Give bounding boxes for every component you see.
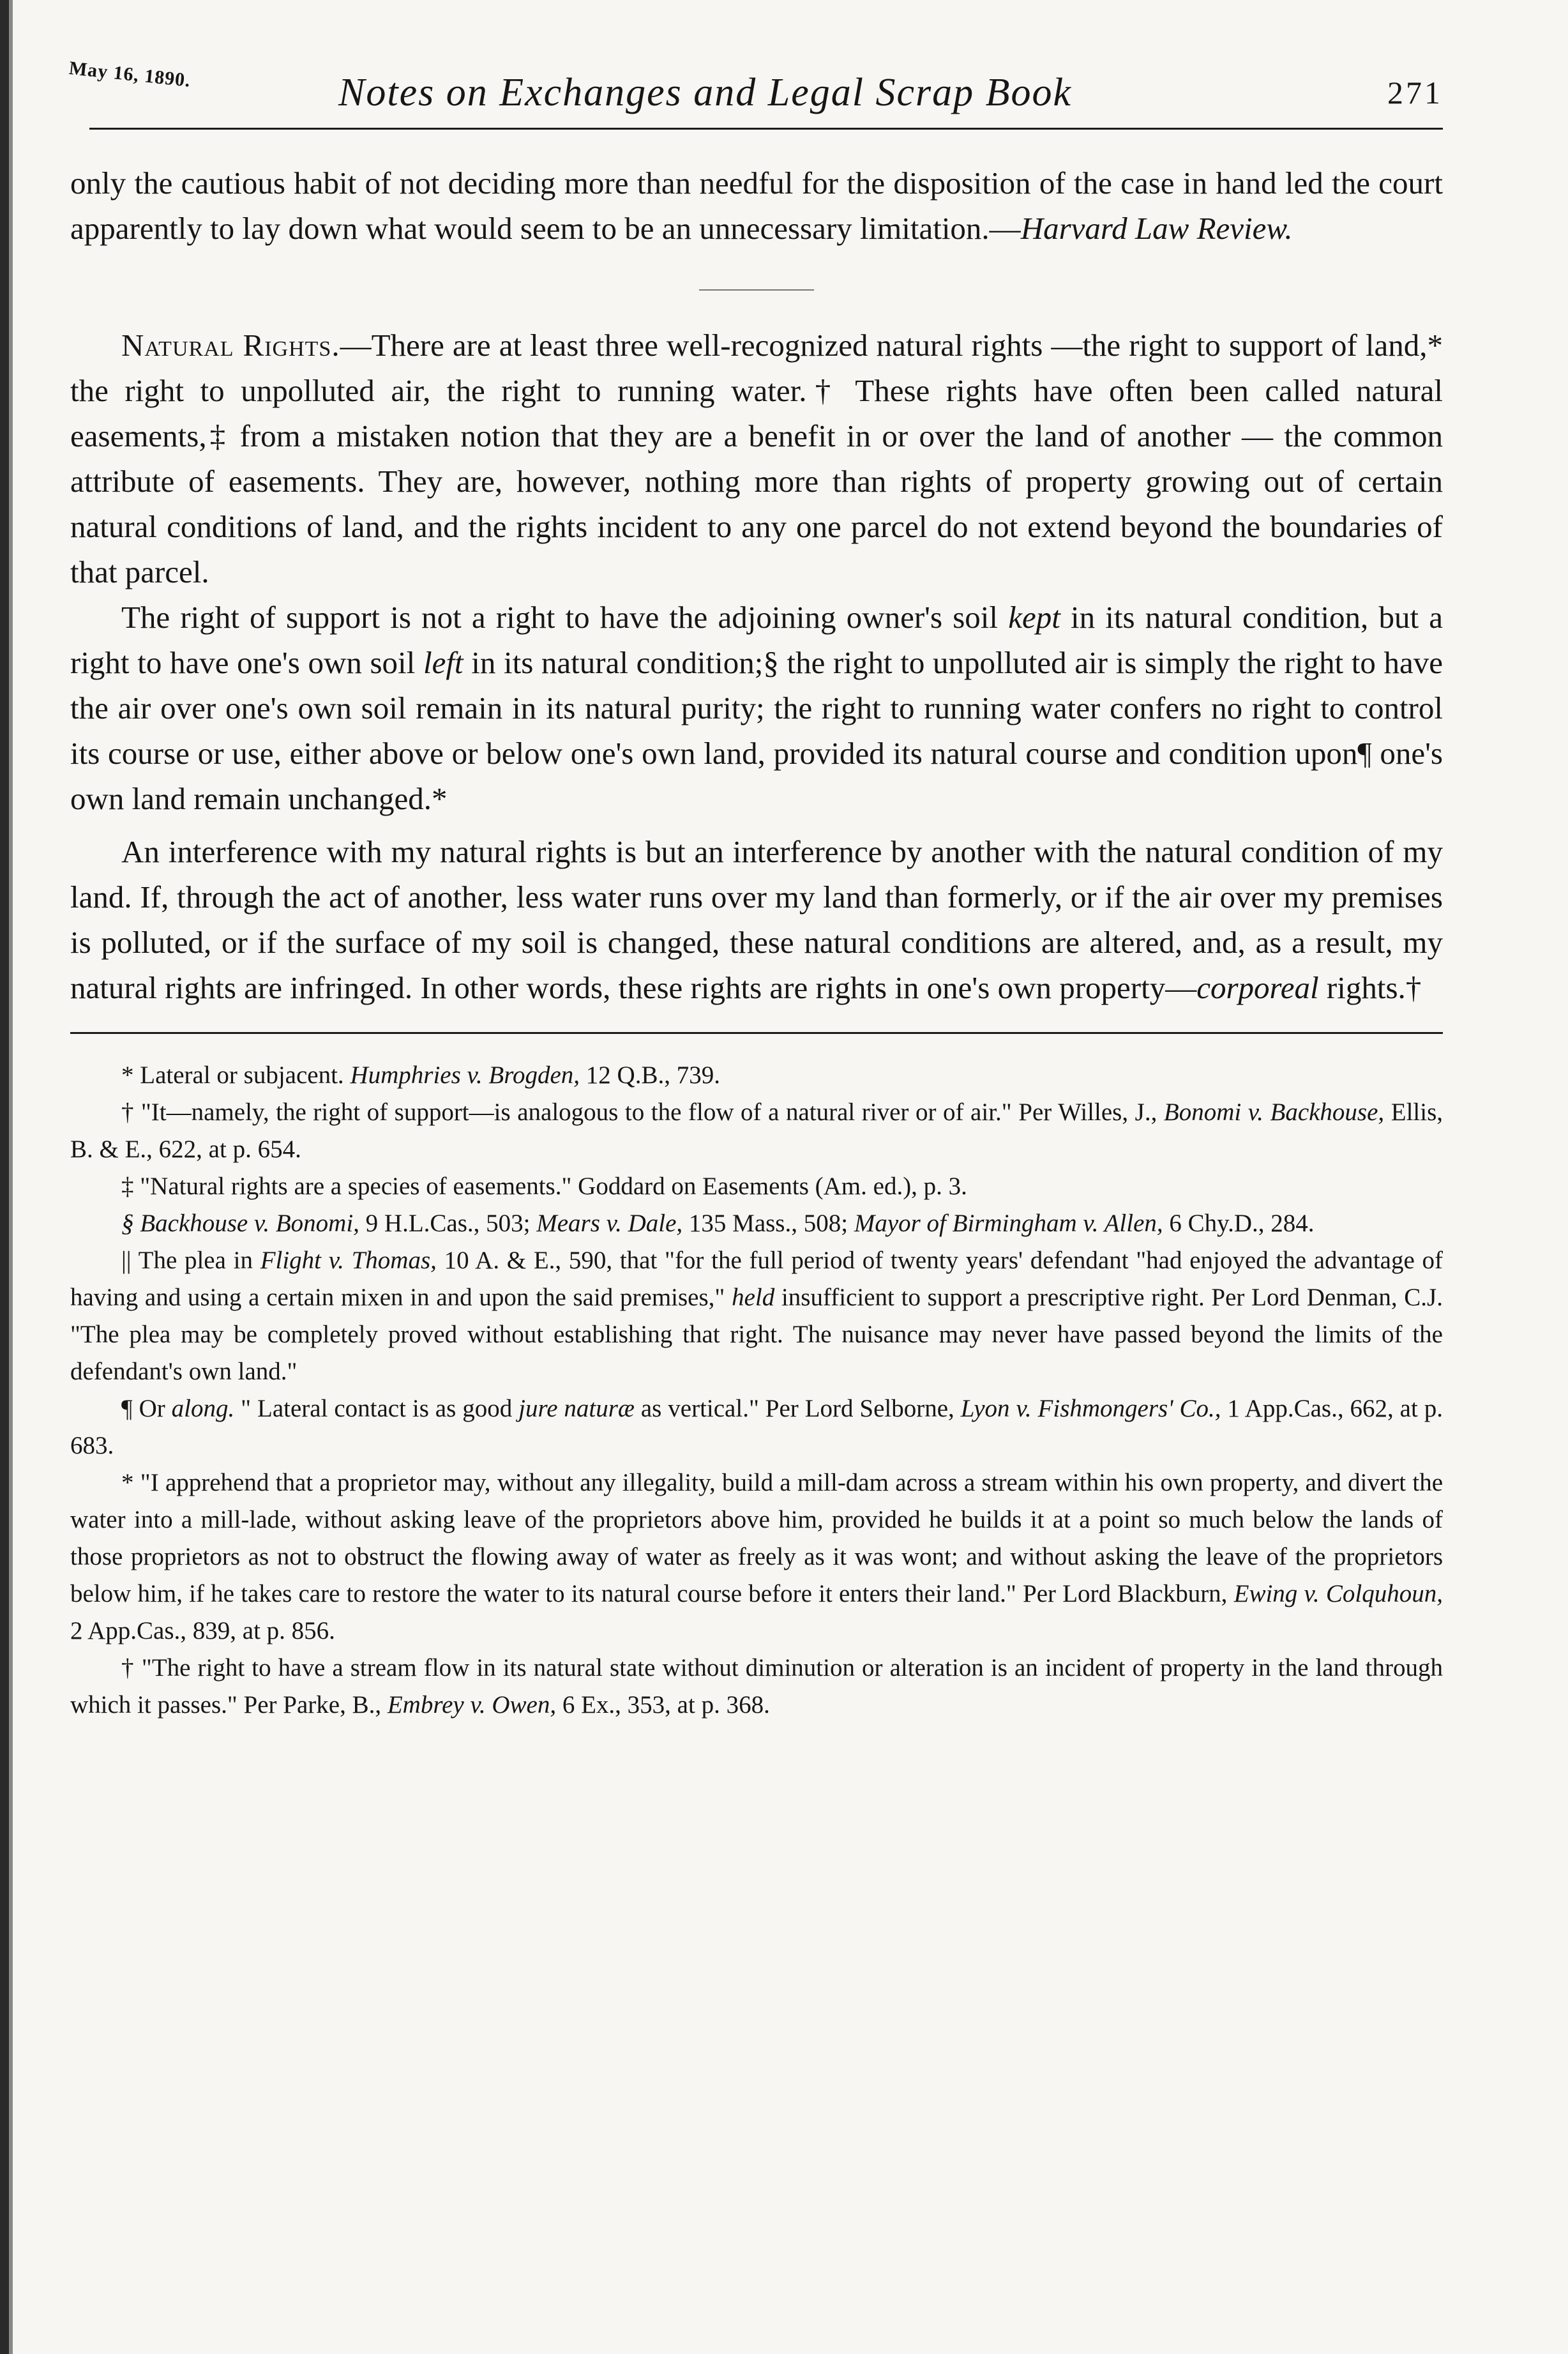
footnote-5: || The plea in Flight v. Thomas, 10 A. & E., 590, that "for the full period of twenty years' defendant "had enjoyed the advantage of having and using a certain mixen in and upon the said premises," held insufficient to support a prescriptive right. Per Lord Denman, C.J. "The plea may be completely proved without establishing that right. The nuisance may never have passed beyond the limits of the defendant's own land." [70, 1247, 1443, 1385]
header-rule [89, 128, 1443, 130]
footnote-3: ‡ "Natural rights are a species of easements." Goddard on Easements (Am. ed.), p. 3. [121, 1173, 967, 1200]
footnote-1: * Lateral or subjacent. Humphries v. Brogden, 12 Q.B., 739. [121, 1061, 720, 1089]
source-citation: Harvard Law Review. [1020, 211, 1293, 246]
paragraph-continued: only the cautious habit of not deciding more than needful for the disposition of the case in hand led the court apparently to lay down what would seem to be an unnecessary limitation.—Harvard Law Review. [70, 165, 1443, 246]
footnote-4: § Backhouse v. Bonomi, 9 H.L.Cas., 503; Mears v. Dale, 135 Mass., 508; Mayor of Birmingham v. Allen, 6 Chy.D., 284. [121, 1210, 1315, 1237]
page-number: 271 [1387, 75, 1443, 110]
section-separator [699, 289, 814, 291]
footnote-7: * "I apprehend that a proprietor may, without any illegality, build a mill-dam across a stream within his own property, and divert the water into a mill-lade, without asking leave of the proprietors above him, provided he builds it at a point so much below the lands of those proprietors as not to obstruct the flowing away of water as freely as it was wont; and without asking the leave of the proprietors below him, if he takes care to restore the water to its natural course before it enters their land." Per Lord Blackburn, Ewing v. Colquhoun, 2 App.Cas., 839, at p. 856. [70, 1469, 1443, 1644]
running-title: Notes on Exchanges and Legal Scrap Book [338, 71, 1073, 114]
main-text [70, 160, 1443, 1010]
page-header [70, 45, 1443, 128]
footnote-rule [70, 1032, 1443, 1034]
paragraph-natural-rights: Natural Rights.—There are at least three well-recognized natural rights —the right to support of land,* the right to unpolluted air, the right to running water.† These rights have often been called natural easements,‡ from a mistaken notion that they are a benefit in or over the land of another — the common attribute of easements. They are, however, nothing more than rights of property growing out of certain natural conditions of land, and the rights incident to any one parcel do not extend beyond the boundaries of that parcel. [70, 328, 1443, 589]
footnote-8: † "The right to have a stream flow in its natural state without diminution or alteration is an incident of property in the land through which it passes." Per Parke, B., Embrey v. Owen, 6 Ex., 353, at p. 368. [70, 1654, 1443, 1719]
footnote-2: † "It—namely, the right of support—is analogous to the flow of a natural river or of air." Per Willes, J., Bonomi v. Backhouse, Ellis, B. & E., 622, at p. 654. [70, 1098, 1444, 1163]
page-binding-edge [0, 0, 9, 2354]
paragraph-right-of-support: The right of support is not a right to have the adjoining owner's soil kept in its natural condition, but a right to have one's own soil left in its natural condition;§ the right to unpolluted air is simply the right to have the air over one's own soil remain in its natural purity; the right to running water confers no right to control its course or use, either above or below one's own land, provided its natural course and condition upon¶ one's own land remain unchanged.* [70, 600, 1444, 816]
section-heading: Natural Rights. [121, 328, 340, 363]
paragraph-interference: An interference with my natural rights is but an interference by another with the natural condition of my land. If, through the act of another, less water runs over my land than formerly, or if the air over my premises is polluted, or if the surface of my soil is changed, these natural conditions are altered, and, as a result, my natural rights are infringed. In other words, these rights are rights in one's own property—corporeal rights.† [70, 834, 1443, 1005]
footnotes [70, 1057, 1443, 1724]
page-binding-shadow [9, 0, 13, 2354]
issue-date: May 16, 1890. [68, 57, 192, 91]
document-page [70, 45, 1443, 2318]
footnote-6: ¶ Or along. " Lateral contact is as good jure naturæ as vertical." Per Lord Selborne, Lyon v. Fishmongers' Co., 1 App.Cas., 662, at p. 683. [70, 1395, 1443, 1459]
